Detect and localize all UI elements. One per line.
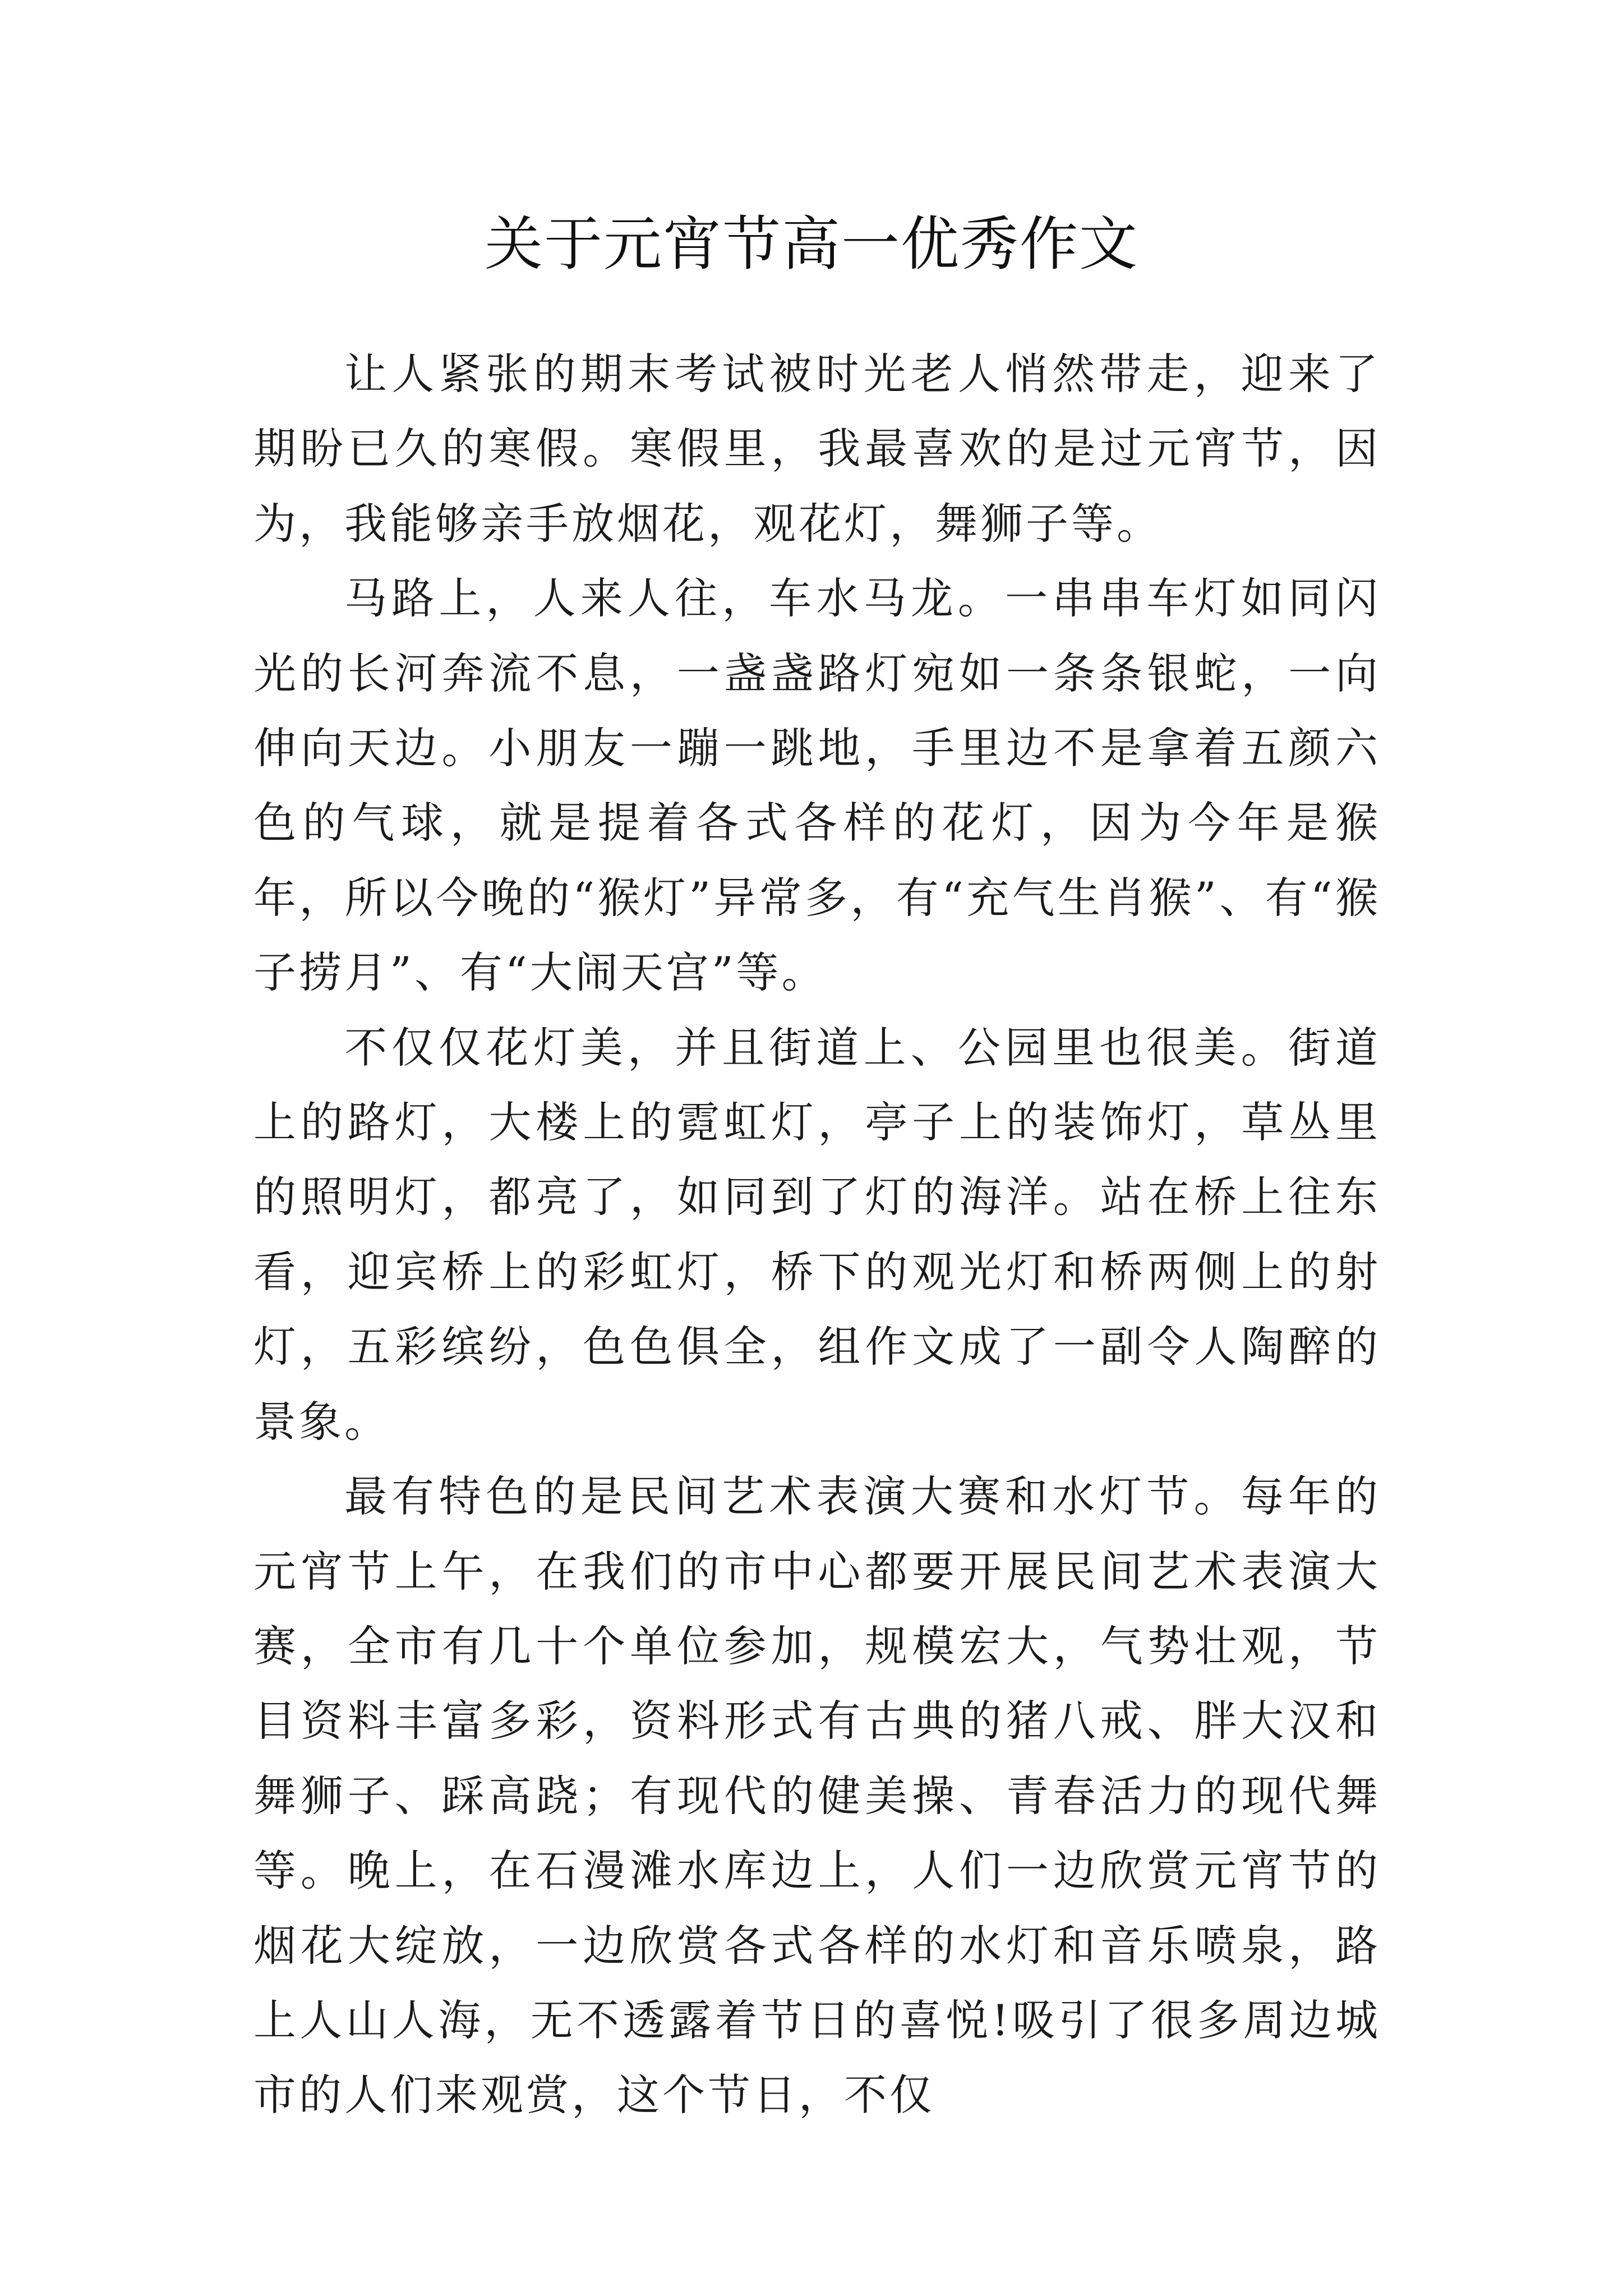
- document-body: [253, 337, 1381, 2133]
- paragraph: 最有特色的是民间艺术表演大赛和水灯节。每年的元宵节上午，在我们的市中心都要开展民间艺术表演大赛，全市有几十个单位参加，规模宏大，气势壮观，节目资料丰富多彩，资料形式有古典的猪八戒、胖大汉和舞狮子、踩高跷；有现代的健美操、青春活力的现代舞等。晚上，在石漫滩水库边上，人们一边欣赏元宵节的烟花大绽放，一边欣赏各式各样的水灯和音乐喷泉，路上人山人海，无不透露着节日的喜悦!吸引了很多周边城市的人们来观赏，这个节日，不仅: [253, 1471, 1381, 2120]
- paragraph: 让人紧张的期末考试被时光老人悄然带走，迎来了期盼已久的寒假。寒假里，我最喜欢的是过元宵节，因为，我能够亲手放烟花，观花灯，舞狮子等。: [253, 349, 1381, 549]
- paragraph: 不仅仅花灯美，并且街道上、公园里也很美。街道上的路灯，大楼上的霓虹灯，亭子上的装饰灯，草丛里的照明灯，都亮了，如同到了灯的海洋。站在桥上往东看，迎宾桥上的彩虹灯，桥下的观光灯和桥两侧上的射灯，五彩缤纷，色色俱全，组作文成了一副令人陶醉的景象。: [253, 1022, 1381, 1447]
- paragraph: 马路上，人来人往，车水马龙。一串串车灯如同闪光的长河奔流不息，一盏盏路灯宛如一条条银蛇，一向伸向天边。小朋友一蹦一跳地，手里边不是拿着五颜六色的气球，就是提着各式各样的花灯，因为今年是猴年，所以今晚的“猴灯”异常多，有“充气生肖猴”、有“猴子捞月”、有“大闹天宫”等。: [253, 573, 1381, 998]
- document-title: 关于元宵节高一优秀作文: [484, 210, 1138, 278]
